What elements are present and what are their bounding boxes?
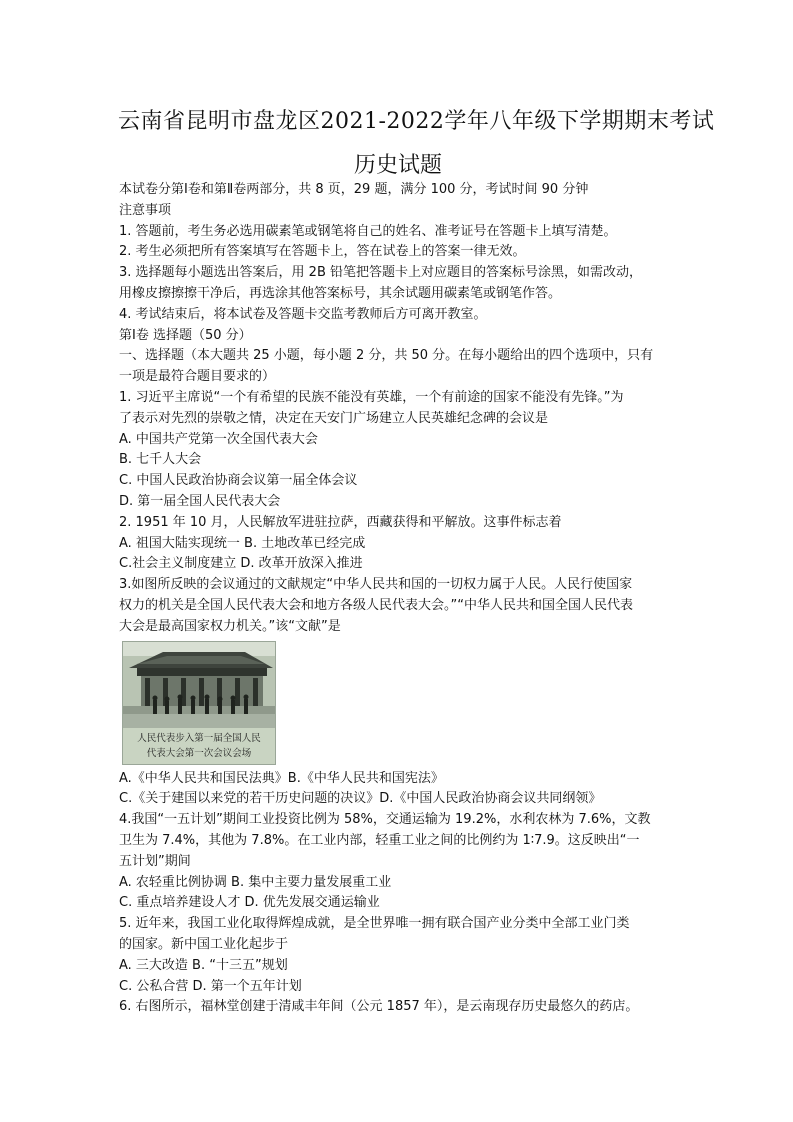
text-line: 1. 习近平主席说“一个有希望的民族不能没有英雄，一个有前途的国家不能没有先锋。”为: [119, 389, 624, 405]
text-line: C. 重点培养建设人才 D. 优先发展交通运输业: [119, 895, 380, 911]
text-line: 2. 1951 年 10 月，人民解放军进驻拉萨，西藏获得和平解放。这事件标志着: [119, 514, 562, 530]
congress-photo-figure: [122, 641, 276, 765]
figure-caption: [123, 728, 275, 764]
text-line: 五计划”期间: [119, 853, 191, 869]
text-line: C.社会主义制度建立 D. 改革开放深入推进: [119, 556, 363, 572]
text-line: 一、选择题（本大题共 25 小题，每小题 2 分，共 50 分。在每小题给出的四个选项中，只有: [119, 348, 654, 364]
text-line: 注意事项: [119, 202, 172, 218]
text-line: 大会是最高国家权力机关。”该“文献”是: [119, 618, 341, 634]
figure-caption-line: 人民代表步入第一届全国人民: [137, 732, 261, 744]
text-line: 本试卷分第Ⅰ卷和第Ⅱ卷两部分，共 8 页，29 题，满分 100 分，考试时间 90 分钟: [119, 182, 589, 197]
text-line: C. 中国人民政治协商会议第一届全体会议: [119, 473, 358, 489]
text-line: A. 中国共产党第一次全国代表大会: [119, 431, 318, 447]
text-line: A. 农轻重比例协调 B. 集中主要力量发展重工业: [119, 874, 392, 890]
figure-caption-line: 代表大会第一次会议会场: [146, 747, 252, 759]
text-line: A.《中华人民共和国民法典》B.《中华人民共和国宪法》: [119, 770, 444, 786]
text-line: B. 七千人大会: [119, 452, 202, 468]
text-line: 权力的机关是全国人民代表大会和地方各级人民代表大会。”“中华人民共和国全国人民代表: [119, 597, 633, 613]
text-line: 2. 考生必须把所有答案填写在答题卡上，答在试卷上的答案一律无效。: [119, 244, 526, 260]
text-line: A. 三大改造 B. “十三五”规划: [119, 957, 288, 973]
text-line: 卫生为 7.4%，其他为 7.8%。在工业内部，轻重工业之间的比例约为 1∶7.9。这反映出“一: [119, 832, 640, 848]
exam-title: 云南省昆明市盘龙区2021-2022学年八年级下学期期末考试: [118, 109, 715, 134]
text-line: 4. 考试结束后，将本试卷及答题卡交监考教师后方可离开教室。: [119, 306, 487, 322]
text-line: A. 祖国大陆实现统一 B. 土地改革已经完成: [119, 535, 366, 551]
text-line: 第Ⅰ卷 选择题（50 分）: [119, 327, 252, 343]
text-line: 的国家。新中国工业化起步于: [119, 936, 289, 952]
exam-body: [119, 180, 679, 1018]
text-line: 3. 选择题每小题选出答案后，用 2B 铅笔把答题卡上对应题目的答案标号涂黑，如需改动，: [119, 265, 642, 281]
text-line: 1. 答题前，考生务必选用碳素笔或钢笔将自己的姓名、准考证号在答题卡上填写清楚。: [119, 223, 617, 239]
congress-hall-photo: [123, 642, 275, 728]
text-line: C.《关于建国以来党的若干历史问题的决议》D.《中国人民政治协商会议共同纲领》: [119, 791, 602, 807]
text-line: 一项是最符合题目要求的）: [119, 369, 276, 385]
text-line: 6. 右图所示，福林堂创建于清咸丰年间（公元 1857 年），是云南现存历史最悠久的药店。: [119, 999, 639, 1015]
text-line: 4.我国“一五计划”期间工业投资比例为 58%，交通运输为 19.2%，水利农林为 7.6%，文教: [119, 812, 651, 828]
text-line: 用橡皮擦擦擦干净后，再选涂其他答案标号，其余试题用碳素笔或钢笔作答。: [119, 285, 562, 301]
text-line: 5. 近年来，我国工业化取得辉煌成就，是全世界唯一拥有联合国产业分类中全部工业门类: [119, 916, 630, 932]
text-line: D. 第一届全国人民代表大会: [119, 493, 281, 509]
text-line: C. 公私合营 D. 第一个五年计划: [119, 978, 302, 994]
text-line: 3.如图所反映的会议通过的文献规定“中华人民共和国的一切权力属于人民。人民行使国家: [119, 577, 633, 593]
exam-subtitle: 历史试题: [353, 153, 442, 178]
text-line: 了表示对先烈的崇敬之情，决定在天安门广场建立人民英雄纪念碑的会议是: [119, 410, 549, 426]
